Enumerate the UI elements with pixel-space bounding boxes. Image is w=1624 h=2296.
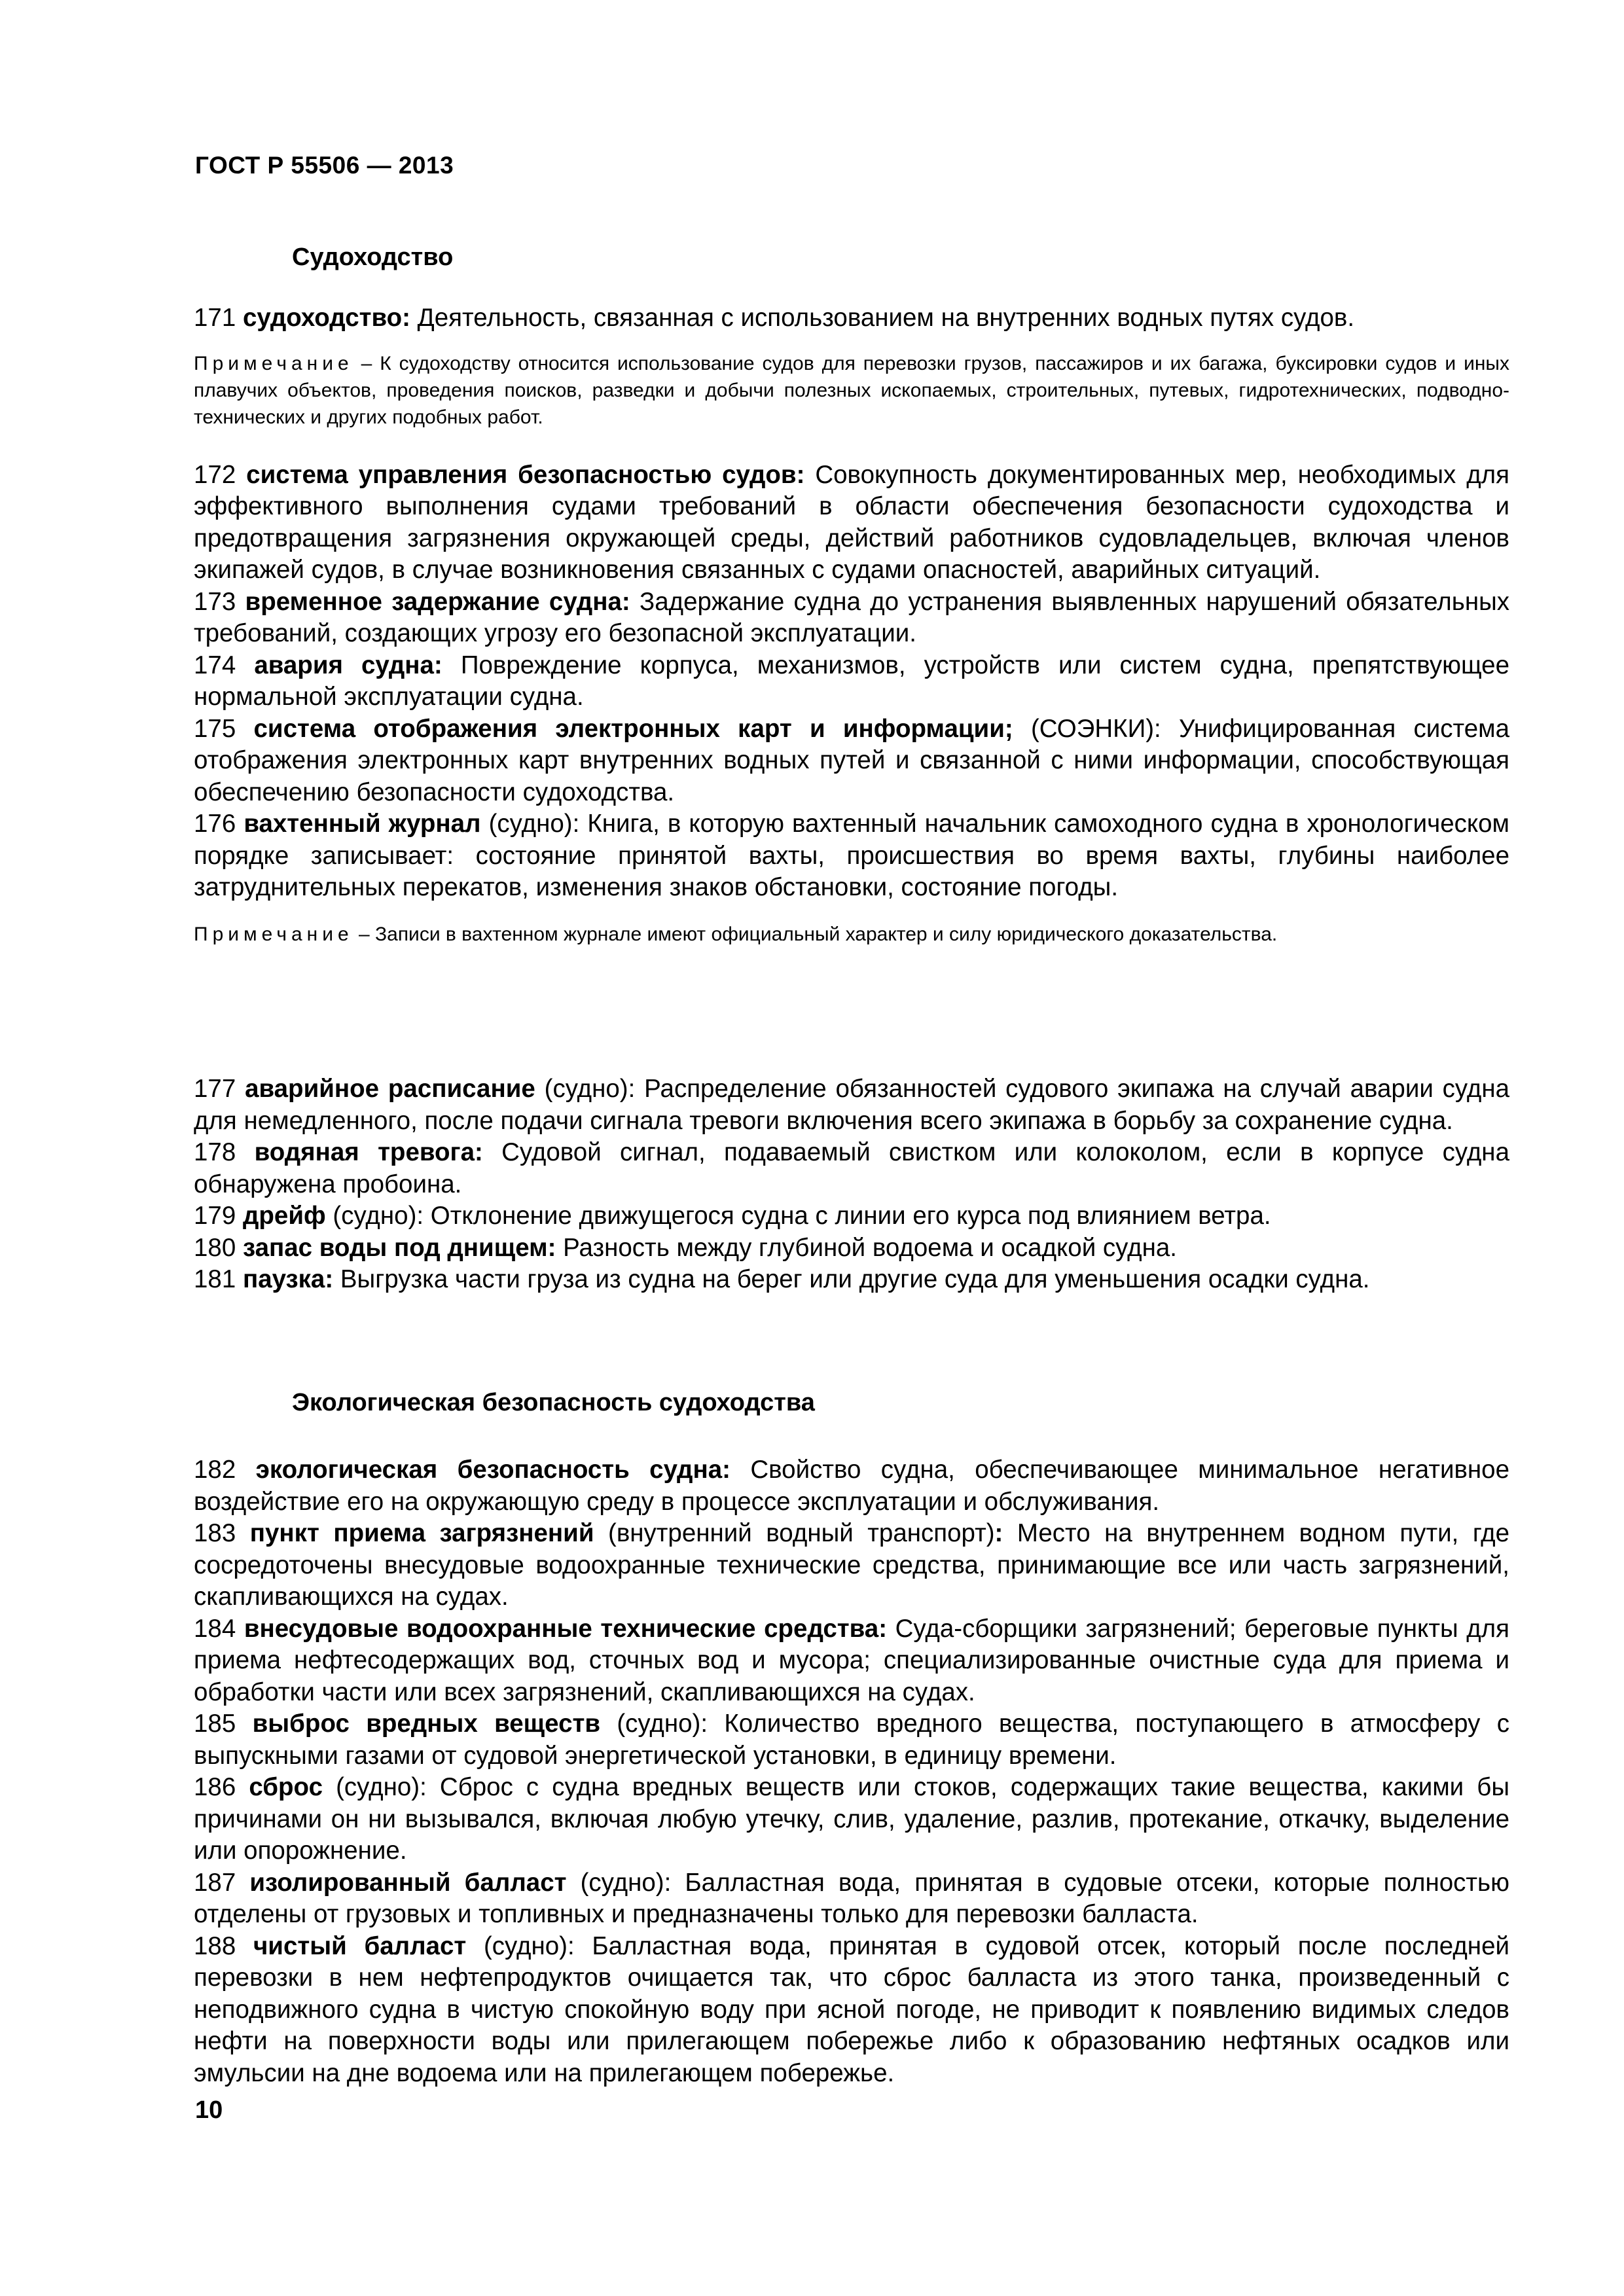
term-name: система управления безопасностью судов: (246, 460, 805, 489)
term-name: выброс вредных веществ (252, 1710, 601, 1738)
term-number: 184 (194, 1614, 236, 1643)
note-label: Примечание (194, 923, 353, 945)
term-name: сброс (249, 1773, 323, 1801)
term-entry-175 (194, 713, 1509, 809)
term-entry-179 (194, 1200, 1509, 1232)
term-number: 177 (194, 1075, 236, 1103)
term-name: аварийное расписание (245, 1075, 535, 1103)
term-entry-187 (194, 1867, 1509, 1931)
term-number: 182 (194, 1456, 236, 1484)
note-171 (194, 350, 1509, 431)
term-definition: (судно): Книга, в которую вахтенный начальник самоходного судна в хронологическом порядке записывает: состояние принятой вахты, происшествия во время вахты, глубины наиболее затруднительных перекатов, изменения знаков обстановки, состояние погоды. (194, 810, 1510, 901)
term-name: пункт приема загрязнений (249, 1519, 594, 1547)
term-number: 178 (194, 1138, 236, 1166)
term-definition: (судно): Распределение обязанностей судового экипажа на случай аварии судна для немедленного, после подачи сигнала тревоги включения всего экипажа в борьбу за сохранение судна. (194, 1075, 1510, 1135)
term-definition: (судно): Балластная вода, принятая в судовые отсеки, которые полностью отделены от грузовых и топливных и предназначены только для перевозки балласта. (194, 1868, 1509, 1928)
section-navigation-entries-continued (194, 1073, 1509, 1296)
section-title-navigation: Судоходство (292, 243, 454, 271)
term-number: 185 (194, 1710, 236, 1738)
term-entry-185 (194, 1708, 1509, 1772)
term-entry-177 (194, 1073, 1509, 1137)
term-colon: : (994, 1519, 1003, 1547)
term-number: 174 (194, 651, 236, 679)
term-number: 172 (194, 460, 236, 489)
term-entry-188 (194, 1931, 1509, 2090)
section-ecological-safety-entries (194, 1454, 1509, 2089)
section-title-ecological-safety: Экологическая безопасность судоходства (292, 1389, 815, 1416)
page-number: 10 (195, 2096, 223, 2124)
term-number: 181 (194, 1265, 236, 1293)
term-definition: Задержание судна до устранения выявленных нарушений обязательных требований, создающих угрозу его безопасной эксплуатации. (194, 587, 1510, 647)
term-number: 180 (194, 1233, 236, 1262)
term-name: запас воды под днищем: (242, 1233, 556, 1262)
term-definition: Судовой сигнал, подаваемый свистком или колоколом, если в корпусе судна обнаружена пробоина. (194, 1138, 1509, 1198)
term-definition: Выгрузка части груза из судна на берег или другие суда для уменьшения осадки судна. (333, 1265, 1370, 1293)
term-number: 176 (194, 810, 236, 838)
term-name: паузка: (242, 1265, 334, 1293)
term-entry-174 (194, 650, 1509, 713)
term-name: внесудовые водоохранные технические средства: (244, 1614, 888, 1643)
term-definition: (судно): Отклонение движущегося судна с линии его курса под влиянием ветра. (325, 1202, 1271, 1230)
term-number: 173 (194, 587, 236, 616)
section-navigation-entries (194, 302, 1509, 948)
term-definition: Свойство судна, обеспечивающее минимальное негативное воздействие его на окружающую среду в процессе эксплуатации и обслуживания. (194, 1456, 1509, 1516)
term-number: 187 (194, 1868, 236, 1897)
term-entry-184 (194, 1613, 1509, 1709)
term-definition: Суда-сборщики загрязнений; береговые пункты для приема нефтесодержащих вод, сточных вод и мусора; специализированные очистные суда для приема и обработки части или всех загрязнений, скапливающихся на судах. (194, 1614, 1509, 1706)
term-name: авария судна: (254, 651, 442, 679)
term-entry-172 (194, 459, 1509, 586)
term-context: (внутренний водный транспорт) (594, 1519, 995, 1547)
term-name: вахтенный журнал (244, 810, 481, 838)
note-text: – Записи в вахтенном журнале имеют официальный характер и силу юридического доказательства. (353, 923, 1278, 945)
note-label: Примечание (194, 352, 353, 374)
term-entry-181 (194, 1264, 1509, 1296)
term-definition: (судно): Балластная вода, принятая в судовой отсек, который после последней перевозки в нем нефтепродуктов очищается так, что сброс балласта из этого танка, произведенный с неподвижного судна в чистую спокойную воду при ясной погоде, не приводит к появлению видимых следов нефти на поверхности воды или прилегающем побережье либо к образованию нефтяных осадков или эмульсии на дне водоема или на прилегающем побережье. (194, 1931, 1509, 2087)
note-text: – К судоходству относится использование судов для перевозки грузов, пассажиров и их багажа, буксировки судов и иных плавучих объектов, проведения поисков, разведки и добычи полезных ископаемых, строительных, путевых, гидротехнических, подводно-технических и других подобных работ. (194, 352, 1509, 428)
term-entry-182 (194, 1454, 1509, 1518)
term-name: экологическая безопасность судна: (255, 1456, 731, 1484)
term-number: 186 (194, 1773, 236, 1801)
term-entry-186 (194, 1772, 1509, 1867)
term-definition: Место на внутреннем водном пути, где сосредоточены внесудовые водоохранные технические средства, принимающие все или часть загрязнений, скапливающихся на судах. (194, 1519, 1510, 1611)
term-definition: (судно): Количество вредного вещества, поступающего в атмосферу с выпускными газами от судовой энергетической установки, в единицу времени. (194, 1710, 1510, 1770)
term-entry-183 (194, 1518, 1509, 1613)
term-entry-178 (194, 1137, 1509, 1200)
term-definition: Совокупность документированных мер, необходимых для эффективного выполнения судами требований в области обеспечения безопасности судоходства и предотвращения загрязнения окружающей среды, действий работников судовладельцев, включая членов экипажей судов, в случае возникновения связанных с судами опасностей, аварийных ситуаций. (194, 460, 1509, 584)
term-number: 188 (194, 1931, 236, 1960)
term-entry-176 (194, 808, 1509, 904)
term-name: дрейф (242, 1202, 326, 1230)
document-code-header: ГОСТ Р 55506 — 2013 (195, 152, 454, 179)
term-definition: (СОЭНКИ): Унифицированная система отображения электронных карт внутренних водных путей и связанной с ними информации, способствующая обеспечению безопасности судоходства. (194, 714, 1509, 806)
term-number: 171 (194, 304, 236, 332)
term-definition: Разность между глубиной водоема и осадкой судна. (556, 1233, 1177, 1262)
term-name: временное задержание судна: (245, 587, 630, 616)
term-entry-173 (194, 586, 1509, 650)
term-entry-180 (194, 1232, 1509, 1265)
term-name: система отображения электронных карт и информации; (253, 714, 1013, 743)
term-definition: Повреждение корпуса, механизмов, устройств или систем судна, препятствующее нормальной эксплуатации судна. (194, 651, 1510, 711)
term-name: чистый балласт (253, 1931, 467, 1960)
term-name: судоходство: (242, 304, 410, 332)
note-176 (194, 921, 1509, 948)
term-number: 179 (194, 1202, 236, 1230)
term-number: 175 (194, 714, 236, 743)
term-definition: Деятельность, связанная с использованием на внутренних водных путях судов. (410, 304, 1355, 332)
term-name: водяная тревога: (254, 1138, 483, 1166)
term-name: изолированный балласт (249, 1868, 567, 1897)
term-number: 183 (194, 1519, 236, 1547)
term-definition: (судно): Сброс с судна вредных веществ или стоков, содержащих такие вещества, какими бы причинами он ни вызывался, включая любую утечку, слив, удаление, разлив, протекание, откачку, выделение или опорожнение. (194, 1773, 1509, 1865)
term-entry-171 (194, 302, 1509, 334)
